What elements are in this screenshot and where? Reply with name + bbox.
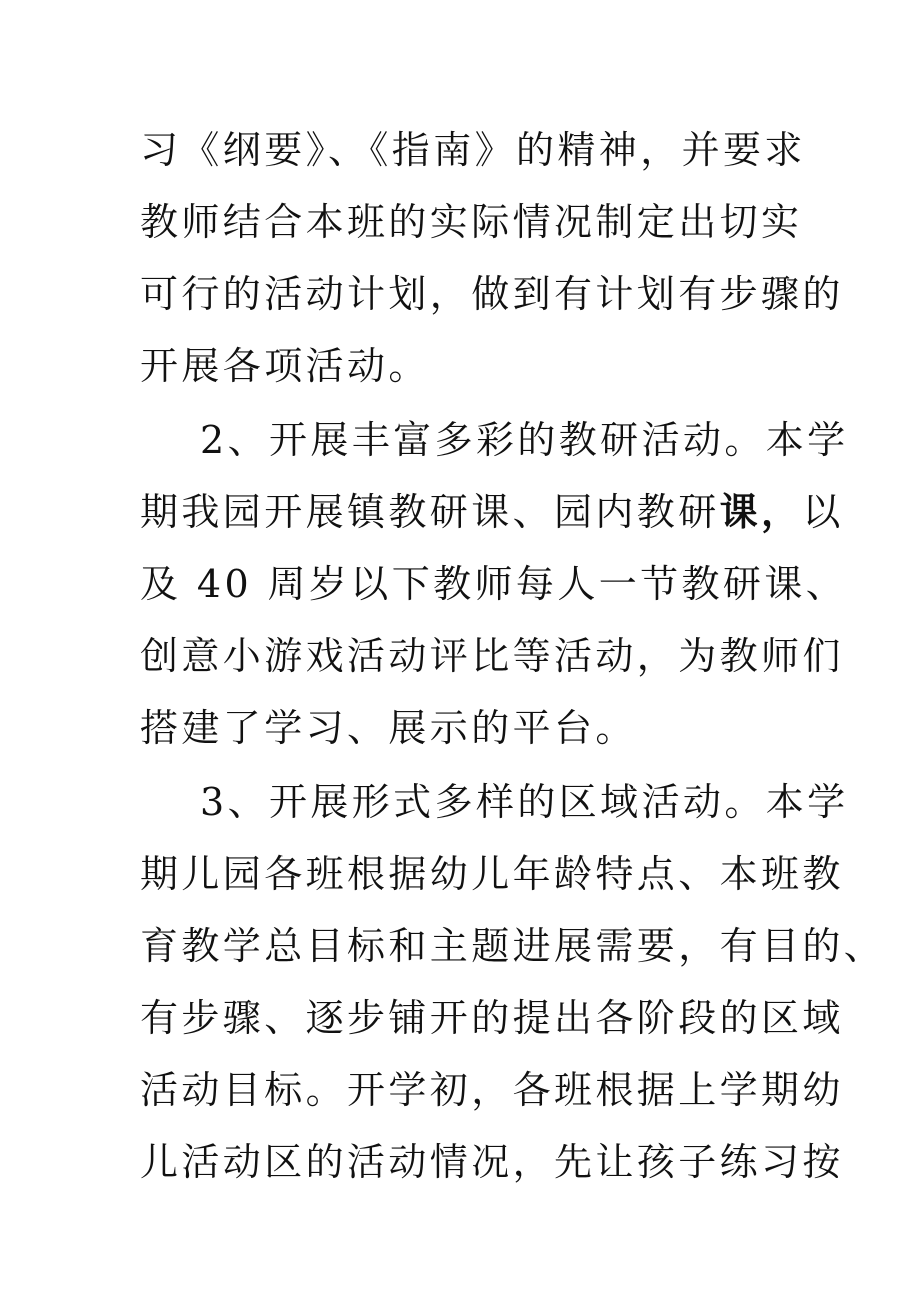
text-line: 教师结合本班的实际情况制定出切实 [140,200,803,244]
text-line [140,489,844,534]
text-line: 有步骤、逐步铺开的提出各阶段的区域 [140,996,844,1040]
bold-text-segment: 课， [719,489,803,534]
text-line: 期儿园各班根据幼儿年龄特点、本班教 [140,852,844,896]
text-segment: 期我园开展镇教研课、园内教研 [140,490,720,534]
paragraph-2-first-line: 2、开展丰富多彩的教研活动。本学 [200,418,849,462]
text-line: 可行的活动计划，做到有计划有步骤的 [140,272,844,316]
text-line: 创意小游戏活动评比等活动，为教师们 [140,634,844,678]
paragraph-3-first-line: 3、开展形式多样的区域活动。本学 [200,780,849,824]
text-line: 育教学总目标和主题进展需要，有目的、 [140,924,886,968]
text-line: 及 40 周岁以下教师每人一节教研课、 [140,562,848,606]
text-line: 活动目标。开学初，各班根据上学期幼 [140,1068,844,1112]
text-line: 开展各项活动。 [140,344,430,388]
text-line: 习《纲要》、《指南》的精神，并要求 [140,128,806,172]
text-line: 儿活动区的活动情况，先让孩子练习按 [140,1140,844,1184]
text-line: 搭建了学习、展示的平台。 [140,706,637,750]
text-segment: 以 [802,490,844,534]
